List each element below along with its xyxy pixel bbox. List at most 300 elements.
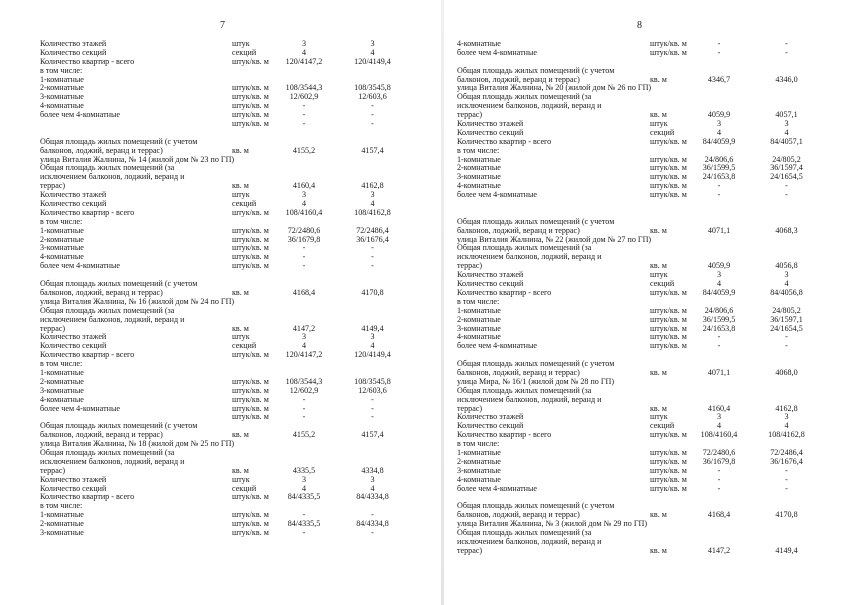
row-label: более чем 4-комнатные [457,483,538,493]
table-row [445,547,850,556]
row-unit: штук/кв. м [650,323,687,333]
row-value-project: 4 [301,199,307,209]
row-label: Общая площадь жилых помещений (за [457,243,592,253]
row-value-actual: - [371,101,374,111]
row-value-project: 36/1679,8 [702,456,736,466]
row-label: 4-комнатные [40,101,84,111]
row-value-project: 4 [301,47,307,57]
row-unit: штук/кв. м [232,527,269,537]
row-unit: штук/кв. м [650,332,687,342]
row-label: 1-комнатные [457,305,501,315]
row-label: в том числе: [457,145,500,155]
row-value-project: - [717,47,721,57]
row-label: Общая площадь жилых помещений (за [457,527,592,537]
row-value-project: 4 [301,341,307,351]
row-unit: кв. м [650,403,667,413]
row-label: 1-комнатные [40,74,84,84]
row-value-project: - [717,474,721,484]
row-value-actual: - [371,252,374,262]
table-row [0,111,440,120]
row-label: 4-комнатные [457,474,501,484]
row-label: Количество этажей [40,474,107,484]
row-unit: штук/кв. м [650,154,687,164]
row-label: 3-комнатные [40,385,84,395]
row-value-project: - [302,412,306,422]
row-unit: штук/кв. м [650,474,687,484]
row-unit: штук/кв. м [232,225,269,235]
row-value-actual: 108/4162,8 [354,207,391,217]
row-label: террас) [40,323,66,333]
row-label: исключением балконов, лоджий, веранд и [457,101,602,111]
row-label: Количество этажей [457,412,524,422]
row-value-project: 4059,9 [707,110,731,120]
row-unit: кв. м [650,74,667,84]
row-value-actual: 4157,4 [361,430,384,440]
table-row [445,325,850,334]
row-label: Количество секций [40,199,107,209]
row-unit: кв. м [232,181,249,191]
row-label: Общая площадь жилых помещений (с учетом [457,216,615,226]
row-value-project: 3 [301,474,307,484]
row-unit: штук/кв. м [650,314,687,324]
table-row [445,458,850,467]
row-label: более чем 4-комнатные [457,341,538,351]
table-row [445,173,850,182]
row-value-project: 72/2480,6 [702,447,736,457]
row-unit: кв. м [650,261,667,271]
row-value-actual: 4 [370,341,375,351]
row-value-actual: 120/4149,4 [354,56,391,66]
row-unit: кв. м [232,145,249,155]
row-label: 2-комнатные [40,376,84,386]
row-value-project: 4160,4 [292,181,316,191]
row-value-project: 84/4059,9 [702,287,736,297]
row-value-project: 24/1653,8 [702,172,736,182]
row-label: в том числе: [40,501,83,511]
row-value-actual: 4157,4 [361,145,384,155]
row-value-actual: - [785,190,788,200]
row-label: 3-комнатные [457,465,501,475]
row-label: балконов, лоджий, веранд и террас) [457,74,580,84]
row-value-actual: 4 [370,483,375,493]
row-label: 3-комнатные [40,243,84,253]
row-unit: кв. м [232,430,249,440]
row-label: балконов, лоджий, веранд и террас) [40,430,163,440]
row-label: улица Виталия Жалнина, № 16 (жилой дом № 24 по ГП) [40,296,235,306]
row-value-project: 84/4335,5 [287,492,321,502]
row-unit: кв. м [650,225,667,235]
row-label: 3-комнатные [457,172,501,182]
row-value-actual: 4 [370,199,375,209]
row-value-actual: 3 [784,119,789,129]
row-label: 4-комнатные [457,332,501,342]
row-label: Количество секций [457,127,524,137]
row-label: улица Виталия Жалнина, № 18 (жилой дом № 25 по ГП) [40,439,235,449]
table-row [0,120,440,129]
row-unit: штук/кв. м [650,305,687,315]
row-label: террас) [457,110,483,120]
row-label: улица Виталия Жалнина, № 20 (жилой дом № 26 по ГП) [457,83,652,93]
row-label: 1-комнатные [40,367,84,377]
row-label: Количество квартир - всего [457,136,552,146]
row-value-actual: - [371,510,374,520]
row-value-project: 4160,4 [707,403,731,413]
row-value-project: - [302,261,306,271]
row-unit: штук/кв. м [232,403,269,413]
row-value-project: 108/3544,3 [285,83,323,93]
row-label: балконов, лоджий, веранд и террас) [457,510,580,520]
row-unit: секций [232,483,257,493]
row-value-actual: 4 [784,127,789,137]
row-unit: штук [232,39,250,48]
row-value-project: 4168,4 [707,510,731,520]
row-value-project: 12/602,9 [289,92,319,102]
row-unit: штук/кв. м [650,47,687,57]
row-value-actual: 3 [370,474,375,484]
row-value-project: - [302,403,306,413]
row-value-actual: 108/3545,8 [354,83,391,93]
row-label: в том числе: [457,439,500,449]
table-row [445,485,850,494]
row-value-project: 3 [301,190,307,200]
row-unit: штук/кв. м [650,287,687,297]
row-value-project: 24/1653,8 [702,323,736,333]
row-unit: штук/кв. м [232,119,269,129]
row-label: исключением балконов, лоджий, веранд и [457,536,602,546]
row-label: 2-комнатные [457,163,501,173]
row-label: террас) [40,465,66,475]
row-unit: кв. м [232,323,249,333]
row-value-actual: 108/3545,8 [354,376,391,386]
row-value-actual: 3 [784,270,789,280]
row-unit: штук/кв. м [650,190,687,200]
page-fold [441,0,444,605]
table-row [445,342,850,351]
row-label: 2-комнатные [40,519,84,529]
row-value-actual: - [371,261,374,271]
table-row [445,467,850,476]
row-unit: кв. м [650,545,667,555]
row-label: 4-комнатные [457,39,501,48]
row-label: Количество квартир - всего [40,350,135,360]
row-value-actual: - [371,527,374,537]
row-label: террас) [457,261,483,271]
row-unit: штук/кв. м [650,136,687,146]
row-unit: штук/кв. м [650,163,687,173]
row-label: в том числе: [40,216,83,226]
row-label: Количество квартир - всего [40,492,135,502]
indicator-table [445,40,850,556]
row-unit: штук/кв. м [232,83,269,93]
row-unit: штук/кв. м [232,412,269,422]
row-value-project: 84/4335,5 [287,519,321,529]
row-value-project: 120/4147,2 [285,56,323,66]
row-value-actual: 3 [370,39,375,48]
row-label: террас) [457,403,483,413]
row-value-actual: 12/603,6 [358,385,387,395]
table-row [445,200,850,209]
row-unit: штук/кв. м [650,172,687,182]
row-value-project: - [717,190,721,200]
row-value-project: - [717,465,721,475]
row-value-actual: - [371,243,374,253]
row-value-actual: 120/4149,4 [354,350,391,360]
row-value-actual: 36/1597,1 [770,314,803,324]
row-label: исключением балконов, лоджий, веранд и [40,456,185,466]
row-value-actual: 24/1654,5 [770,323,803,333]
row-unit: секций [232,341,257,351]
row-unit: секций [650,279,675,289]
row-value-project: - [302,252,306,262]
row-label: Общая площадь жилых помещений (за [40,305,175,315]
row-value-project: 3 [301,39,307,48]
page-right [445,0,850,605]
row-value-project: 12/602,9 [289,385,319,395]
row-label: Количество этажей [40,190,107,200]
row-label: 4-комнатные [40,252,84,262]
row-label: более чем 4-комнатные [457,47,538,57]
row-label: Количество квартир - всего [457,287,552,297]
row-unit: кв. м [650,110,667,120]
row-label: Количество этажей [40,332,107,342]
page-number: 7 [220,20,225,31]
row-value-project: 4 [716,421,722,431]
row-label: исключением балконов, лоджий, веранд и [457,252,602,262]
row-value-project: 3 [716,119,722,129]
row-value-actual: - [371,412,374,422]
row-label: Количество секций [40,47,107,57]
indicator-table [0,40,440,538]
row-value-actual: 4162,8 [361,181,384,191]
row-value-project: 4147,2 [707,545,731,555]
row-label: Общая площадь жилых помещений (с учетом [40,136,198,146]
row-unit: штук/кв. м [650,39,687,48]
row-label: Количество квартир - всего [457,430,552,440]
row-unit: секций [232,47,257,57]
row-value-project: - [717,483,721,493]
row-value-actual: 84/4056,8 [770,287,803,297]
row-unit: штук/кв. м [650,430,687,440]
row-value-actual: - [785,483,788,493]
row-label: 3-комнатные [40,527,84,537]
row-unit: штук [232,190,250,200]
row-unit: штук/кв. м [232,207,269,217]
row-value-project: - [302,119,306,129]
row-value-actual: 12/603,6 [358,92,387,102]
row-unit: штук/кв. м [650,181,687,191]
row-value-project: 84/4059,9 [702,136,736,146]
row-value-project: 4059,9 [707,261,731,271]
row-label: Общая площадь жилых помещений (за [457,92,592,102]
row-unit: штук/кв. м [232,394,269,404]
row-value-actual: - [785,474,788,484]
row-value-actual: 84/4057,1 [770,136,803,146]
row-value-actual: 4 [370,47,375,57]
row-value-project: - [302,394,306,404]
row-unit: штук [650,270,668,280]
row-value-project: 108/4160,4 [285,207,323,217]
row-value-project: 4155,2 [292,430,316,440]
row-unit: штук/кв. м [650,465,687,475]
row-unit: секций [232,199,257,209]
row-label: 1-комнатные [40,225,84,235]
row-label: балконов, лоджий, веранд и террас) [457,367,580,377]
row-label: террас) [40,181,66,191]
row-value-actual: 4068,0 [775,367,798,377]
row-unit: штук/кв. м [232,101,269,111]
row-value-actual: 36/1597,4 [770,163,803,173]
row-value-actual: 4068,3 [775,225,798,235]
row-unit: штук/кв. м [650,456,687,466]
row-value-project: 120/4147,2 [285,350,323,360]
row-value-actual: 108/4162,8 [768,430,805,440]
row-unit: штук/кв. м [232,92,269,102]
row-value-project: - [302,510,306,520]
row-value-actual: 4346,0 [775,74,798,84]
row-label: 1-комнатные [457,154,501,164]
row-unit: штук/кв. м [232,385,269,395]
row-value-actual: - [785,465,788,475]
row-unit: штук [650,412,668,422]
row-value-actual: - [371,394,374,404]
row-unit: штук/кв. м [232,56,269,66]
row-value-project: 24/806,6 [704,154,734,164]
row-value-actual: 4056,8 [775,261,798,271]
row-value-actual: 3 [370,190,375,200]
row-unit: штук/кв. м [232,243,269,253]
row-value-project: 4071,1 [707,367,731,377]
row-label: 4-комнатные [457,181,501,191]
row-unit: штук [232,474,250,484]
row-value-project: - [717,39,721,48]
row-label: террас) [457,545,483,555]
row-label: 2-комнатные [40,83,84,93]
row-label: в том числе: [40,359,83,369]
row-label: Количество этажей [40,39,107,48]
table-row [0,529,440,538]
row-value-project: 4 [716,127,722,137]
row-unit: кв. м [650,367,667,377]
row-label: 4-комнатные [40,394,84,404]
row-value-actual: - [785,332,788,342]
row-value-project: 4335,5 [292,465,316,475]
row-value-actual: 72/2486,4 [356,225,389,235]
row-label: улица Виталия Жалнина, № 3 (жилой дом № 29 по ГП) [457,519,648,529]
row-label: в том числе: [40,65,83,75]
row-value-project: 36/1599,5 [702,163,736,173]
row-label: Общая площадь жилых помещений (с учетом [40,279,198,289]
table-row [0,262,440,271]
row-value-actual: 4162,8 [775,403,798,413]
row-label: исключением балконов, лоджий, веранд и [40,172,185,182]
row-value-actual: 24/805,2 [772,154,801,164]
row-label: Общая площадь жилых помещений (с учетом [457,501,615,511]
row-label: Общая площадь жилых помещений (за [40,447,175,457]
row-value-project: 3 [301,332,307,342]
row-value-actual: - [371,403,374,413]
row-label: улица Мира, № 16/1 (жилой дом № 28 по ГП) [457,376,615,386]
table-row [445,191,850,200]
row-label: более чем 4-комнатные [457,190,538,200]
row-label: Количество секций [40,483,107,493]
row-label: Общая площадь жилых помещений (за [457,385,592,395]
row-label: балконов, лоджий, веранд и террас) [40,145,163,155]
row-unit: штук/кв. м [232,376,269,386]
row-value-actual: 36/1676,4 [356,234,389,244]
row-value-project: 4155,2 [292,145,316,155]
row-value-actual: - [371,110,374,120]
row-unit: кв. м [232,465,249,475]
row-value-actual: 4 [784,421,789,431]
row-label: исключением балконов, лоджий, веранд и [40,314,185,324]
row-label: 3-комнатные [40,92,84,102]
table-row [0,405,440,414]
row-value-project: 3 [716,412,722,422]
row-label: Количество этажей [457,119,524,129]
row-unit: штук/кв. м [650,341,687,351]
row-unit: штук [650,119,668,129]
row-unit: штук/кв. м [232,110,269,120]
table-row [445,138,850,147]
row-label: Количество секций [457,279,524,289]
page-number: 8 [637,20,642,31]
row-value-project: 4147,2 [292,323,316,333]
row-label: Общая площадь жилых помещений (за [40,163,175,173]
row-value-actual: 84/4334,8 [356,519,389,529]
row-value-project: 72/2480,6 [287,225,321,235]
row-label: улица Виталия Жалнина, № 14 (жилой дом № 23 по ГП) [40,154,235,164]
row-value-project: 3 [716,270,722,280]
row-label: Количество квартир - всего [40,207,135,217]
row-label: более чем 4-комнатные [40,261,121,271]
row-label: более чем 4-комнатные [40,403,121,413]
row-label: 2-комнатные [40,234,84,244]
row-label: Количество этажей [457,270,524,280]
row-label: Общая площадь жилых помещений (с учетом [457,65,615,75]
row-label: 1-комнатные [457,447,501,457]
row-value-project: 108/4160,4 [700,430,738,440]
row-value-project: 4 [301,483,307,493]
row-value-project: 4346,7 [707,74,731,84]
row-value-actual: 84/4334,8 [356,492,389,502]
row-unit: штук/кв. м [232,519,269,529]
row-unit: штук/кв. м [232,350,269,360]
row-value-actual: 24/805,2 [772,305,801,315]
row-value-project: 36/1679,8 [287,234,321,244]
row-value-actual: 4 [784,279,789,289]
row-value-actual: 72/2486,4 [770,447,803,457]
row-value-actual: 4057,1 [775,110,798,120]
row-label: в том числе: [457,296,500,306]
row-unit: штук/кв. м [232,234,269,244]
table-row [445,49,850,58]
row-value-project: - [302,101,306,111]
row-value-actual: 4149,4 [361,323,384,333]
row-label: более чем 4-комнатные [40,110,121,120]
row-label: балконов, лоджий, веранд и террас) [40,287,163,297]
row-value-project: - [717,332,721,342]
row-value-project: 108/3544,3 [285,376,323,386]
row-value-actual: 4334,8 [361,465,384,475]
table-row [445,431,850,440]
row-value-actual: - [785,181,788,191]
row-value-project: - [302,110,306,120]
row-value-actual: 4149,4 [775,545,798,555]
row-value-project: 4 [716,279,722,289]
row-label: улица Виталия Жалнина, № 22 (жилой дом № 27 по ГП) [457,234,652,244]
row-label: балконов, лоджий, веранд и террас) [457,225,580,235]
row-unit: штук/кв. м [650,483,687,493]
